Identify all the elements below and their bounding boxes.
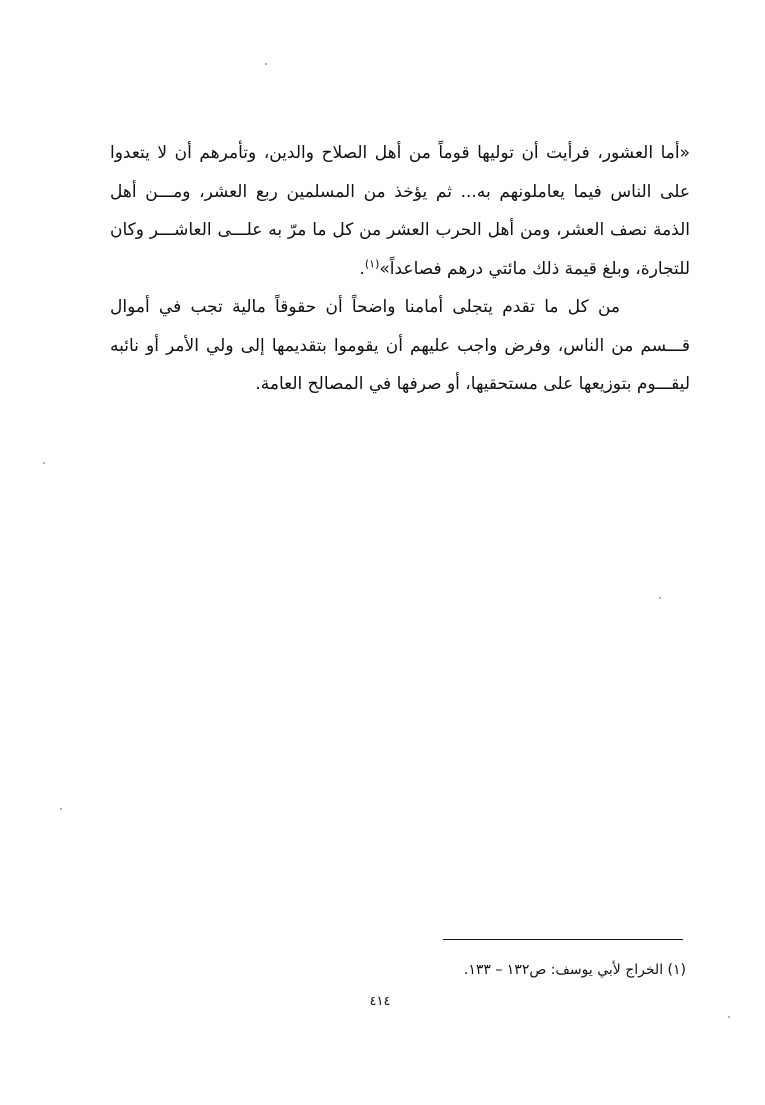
page-number: ٤١٤	[369, 994, 391, 1009]
footnote-separator	[443, 939, 683, 940]
scan-speck	[659, 597, 661, 599]
body-text	[110, 134, 690, 404]
scan-speck	[265, 63, 267, 65]
footnote-reference: (١)	[364, 256, 380, 270]
paragraph-conclusion: من كل ما تقدم يتجلى أمامنا واضحاً أن حقوقاً مالية تجب في أموال قـــسم من الناس، وفرض واجب عليهم أن يقوموا بتقديمها إلى ولي الأمر أو نائبه ليقـــوم بتوزيعها على مستحقيها، أو صرفها في المصالح العامة.	[110, 297, 690, 394]
scan-speck	[60, 808, 62, 810]
footnote: (١) الخراج لأبي يوسف: ص١٣٢ – ١٣٣.	[463, 962, 686, 978]
quote-end: .	[359, 258, 365, 279]
quote-text: «أما العشور، فرأيت أن توليها قوماً من أهل الصلاح والدين، وتأمرهم أن لا يتعدوا على الناس فيما يعاملونهم به... ثم يؤخذ من المسلمين ربع العشر، ومـــن أهل الذمة نصف العشر، ومن أهل الحرب العشر من كل ما مرّ به علـــى العاشـــر وكان للتجارة، وبلغ قيمة ذلك مائتي درهم فصاعداً»	[110, 143, 690, 279]
paragraph-quote	[110, 134, 690, 288]
scan-speck	[728, 1016, 730, 1018]
scan-speck	[43, 462, 45, 464]
